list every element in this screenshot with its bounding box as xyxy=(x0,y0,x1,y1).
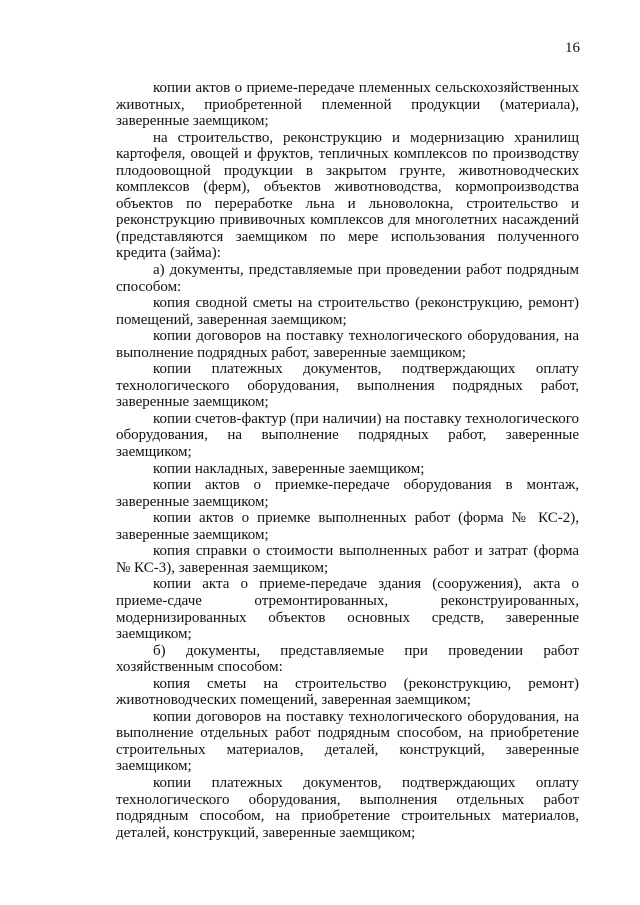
paragraph: копии актов о приеме-передаче племенных сельскохозяйственных животных, приобретенной племенной продукции (материала), заверенные заемщиком; xyxy=(116,80,579,130)
paragraph: копии актов о приемке-передаче оборудования в монтаж, заверенные заемщиком; xyxy=(116,477,579,510)
paragraph: б) документы, представляемые при проведении работ хозяйственным способом: xyxy=(116,642,579,676)
paragraph: копия сводной сметы на строительство (реконструкцию, ремонт) помещений, заверенная заемщиком; xyxy=(116,295,579,328)
paragraph: копии акта о приеме-передаче здания (сооружения), акта о приеме-сдаче отремонтированных, реконструированных, модернизированных объектов основных средств, заверенные заемщиком; xyxy=(116,576,579,643)
paragraph: копия сметы на строительство (реконструкцию, ремонт) животноводческих помещений, заверенная заемщиком; xyxy=(116,675,579,709)
paragraph: а) документы, представляемые при проведении работ подрядным способом: xyxy=(116,262,579,295)
paragraph: копии счетов-фактур (при наличии) на поставку технологического оборудования, на выполнение подрядных работ, заверенные заемщиком; xyxy=(116,410,579,461)
paragraph: копии договоров на поставку технологического оборудования, на выполнение отдельных работ подрядным способом, на приобретение строительных материалов, деталей, конструкций, заверенные заемщиком; xyxy=(116,708,579,775)
paragraph: копия справки о стоимости выполненных работ и затрат (форма № КС-3), заверенная заемщиком; xyxy=(116,543,579,576)
paragraph: копии договоров на поставку технологического оборудования, на выполнение подрядных работ, заверенные заемщиком; xyxy=(116,328,579,361)
paragraph: копии накладных, заверенные заемщиком; xyxy=(153,460,425,477)
paragraph: копии платежных документов, подтверждающих оплату технологического оборудования, выполнения отдельных работ подрядным способом, на приобретение строительных материалов, деталей, конструкций, заверенные заемщиком; xyxy=(116,774,579,841)
paragraph: на строительство, реконструкцию и модернизацию хранилищ картофеля, овощей и фруктов, тепличных комплексов по производству плодоовощной продукции в закрытом грунте, животноводческих комплексов (ферм), объектов животноводства, кормопроизводства объектов по переработке льна и льноволокна, строительство и реконструкцию прививочных комплексов для многолетних насаждений (представляются заемщиком по мере использования полученного кредита (займа): xyxy=(116,129,579,262)
paragraph: копии актов о приемке выполненных работ (форма № КС-2), заверенные заемщиком; xyxy=(116,510,579,543)
paragraph: копии платежных документов, подтверждающих оплату технологического оборудования, выполнения подрядных работ, заверенные заемщиком; xyxy=(116,361,579,411)
page-number: 16 xyxy=(565,40,580,56)
document-body xyxy=(116,80,579,841)
